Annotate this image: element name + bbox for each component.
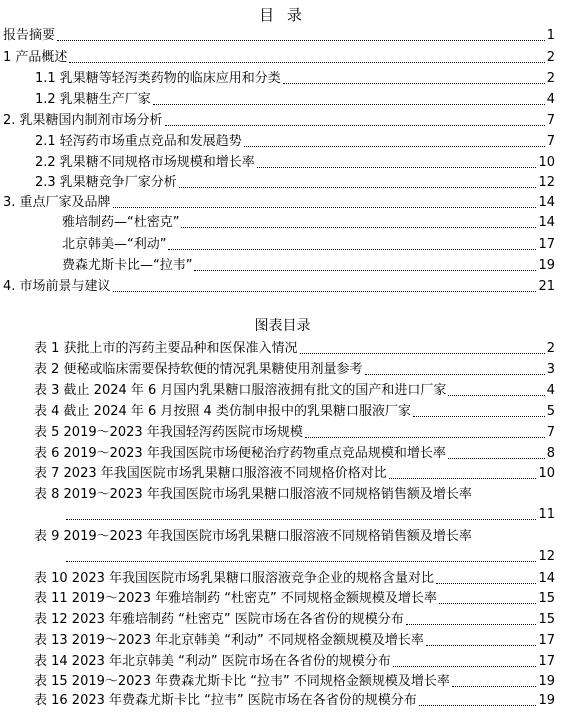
figure-entry-2[interactable]: 表 2 便秘或临床需要保持软便的情况乳果糖使用剂量参考 3	[34, 362, 555, 377]
figure-entry-1[interactable]: 表 1 获批上市的泻药主要品种和医保准入情况 2	[34, 341, 555, 356]
figure-entry-13[interactable]: 表 13 2019～2023 年北京韩美 “利动” 不同规格金额规模及增长率 17	[34, 633, 555, 648]
toc-entry-3-abbott[interactable]: 雅培制药—“杜密克” 14	[62, 215, 555, 230]
figure-entry-12[interactable]: 表 12 2023 年雅培制药 “杜密克” 医院市场在各省份的规模分布 15	[34, 612, 555, 627]
toc-entry-4[interactable]: 4. 市场前景与建议 21	[3, 279, 555, 294]
figure-entry-9-continuation[interactable]: 12	[66, 547, 555, 567]
figure-entry-6[interactable]: 表 6 2019～2023 年我国医院市场便秘治疗药物重点竞品规模和增长率 8	[34, 446, 555, 461]
figure-entry-16[interactable]: 表 16 2023 年费森尤斯卡比 “拉韦” 医院市场在各省份的规模分布 19	[34, 693, 555, 708]
toc-entry-1[interactable]: 1 产品概述 2	[3, 50, 555, 65]
figure-list-title: 图表目录	[254, 318, 311, 334]
figure-entry-5[interactable]: 表 5 2019～2023 年我国轻泻药医院市场规模 7	[34, 425, 555, 440]
figure-entry-8-continuation[interactable]: 11	[66, 505, 555, 525]
toc-entry-2-3[interactable]: 2.3 乳果糖竞争厂家分析 12	[35, 175, 555, 190]
toc-entry-1-1[interactable]: 1.1 乳果糖等轻泻类药物的临床应用和分类 2	[35, 71, 555, 86]
toc-entry-3-hanmi[interactable]: 北京韩美—“利动” 17	[62, 237, 555, 252]
figure-entry-11[interactable]: 表 11 2019～2023 年雅培制药 “杜密克” 不同规格金额规模及增长率 15	[34, 591, 555, 606]
figure-entry-8[interactable]: 表 8 2019～2023 年我国医院市场乳果糖口服溶液不同规格销售额及增长率	[34, 487, 472, 502]
figure-entry-14[interactable]: 表 14 2023 年北京韩美 “利动” 医院市场在各省份的规模分布 17	[34, 654, 555, 669]
figure-entry-4[interactable]: 表 4 截止 2024 年 6 月按照 4 类仿制申报中的乳果糖口服液厂家 5	[34, 404, 555, 419]
toc-entry-3[interactable]: 3. 重点厂家及品牌 14	[3, 195, 555, 210]
figure-entry-9[interactable]: 表 9 2019～2023 年我国医院市场乳果糖口服溶液不同规格销售额及增长率	[34, 529, 472, 544]
toc-entry-1-2[interactable]: 1.2 乳果糖生产厂家 4	[35, 92, 555, 107]
toc-title: 目 录	[259, 6, 306, 24]
figure-entry-3[interactable]: 表 3 截止 2024 年 6 月国内乳果糖口服溶液拥有批文的国产和进口厂家 4	[34, 383, 555, 398]
toc-entry-3-fresenius[interactable]: 费森尤斯卡比—“拉韦” 19	[62, 258, 555, 273]
figure-entry-10[interactable]: 表 10 2023 年我国医院市场乳果糖口服溶液竞争企业的规格含量对比 14	[34, 571, 555, 586]
toc-entry-summary[interactable]: 报告摘要 1	[3, 28, 555, 43]
figure-entry-15[interactable]: 表 15 2019～2023 年费森尤斯卡比 “拉韦” 不同规格金额规模及增长率 19	[34, 674, 555, 689]
toc-entry-2-1[interactable]: 2.1 轻泻药市场重点竞品和发展趋势 7	[35, 134, 555, 149]
toc-entry-2-2[interactable]: 2.2 乳果糖不同规格市场规模和增长率 10	[35, 155, 555, 170]
toc-entry-2[interactable]: 2. 乳果糖国内制剂市场分析 7	[3, 113, 555, 128]
figure-entry-7[interactable]: 表 7 2023 年我国医院市场乳果糖口服溶液不同规格价格对比 10	[34, 466, 555, 481]
